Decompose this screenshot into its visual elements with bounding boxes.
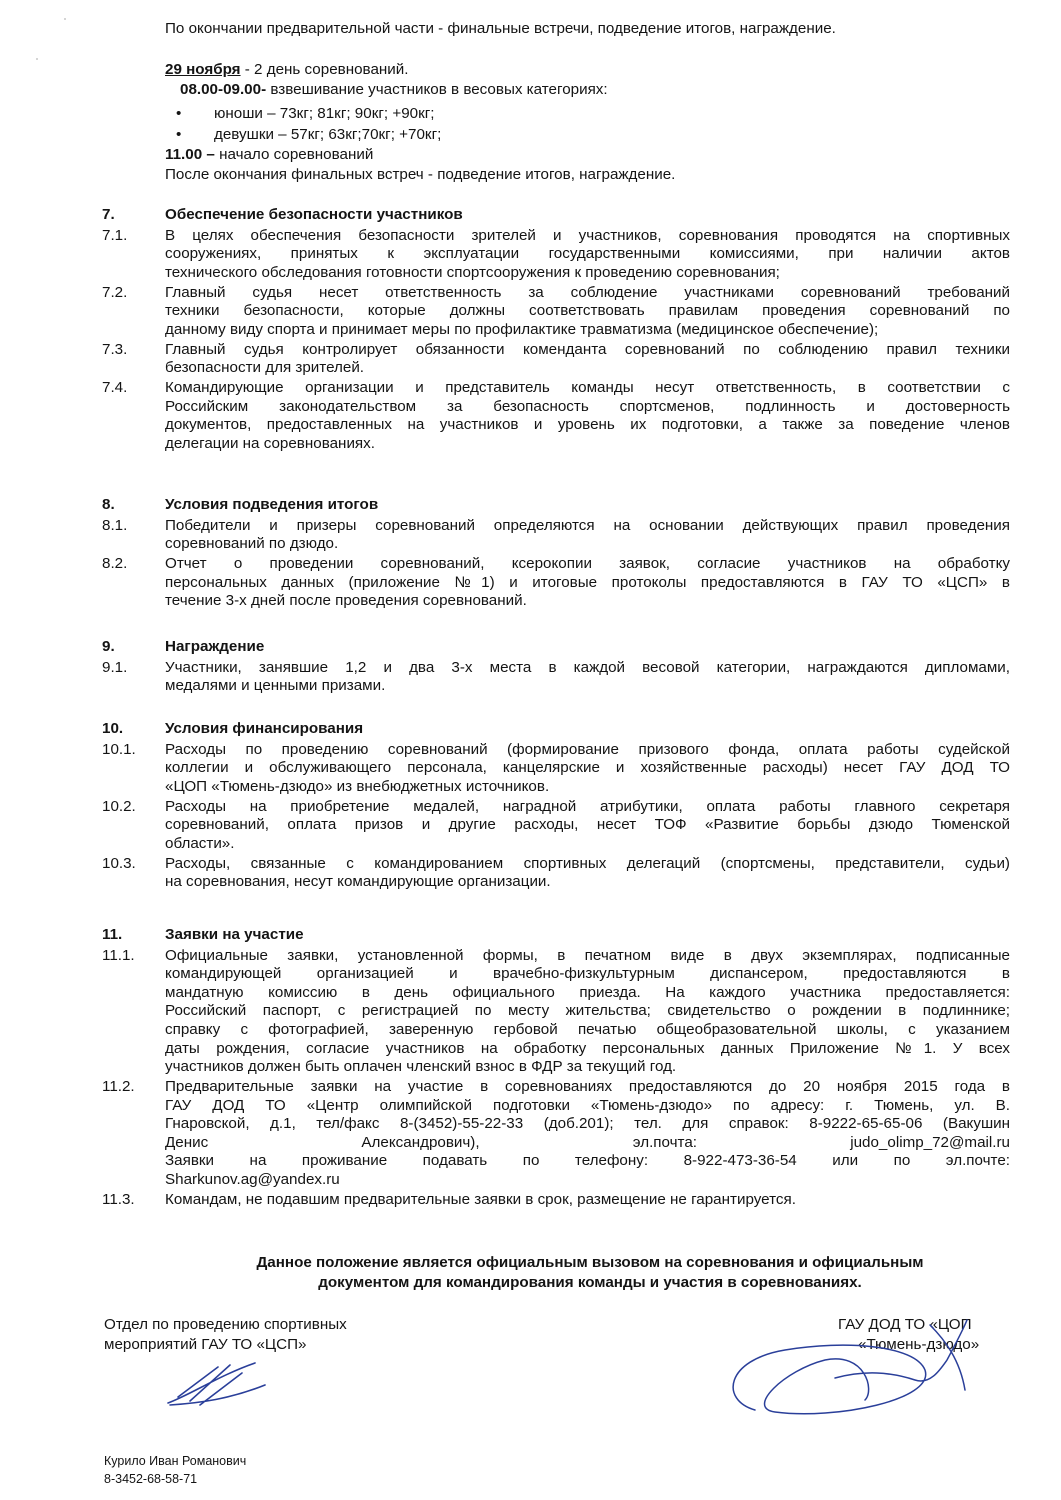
item-text [165, 1191, 1010, 1210]
item-text [165, 741, 1010, 797]
text-line: персональных данных (приложение №1) и итоговые протоколы предоставляются в ГАУ ТО «ЦСП» в [165, 573, 1010, 591]
text-line: Командирующие организации и представитель команды несут ответственность, в соответствии с [165, 379, 1010, 396]
item-number: 8.1. [102, 516, 128, 534]
text-line: документов, предоставленных на участников и уровень их подготовки, а также за поведение членов [165, 416, 1010, 434]
after-final-line: После окончания финальных встреч - подведение итогов, награждение. [165, 166, 676, 183]
text-line: данному виду спорта и принимает меры по профилактике травматизма (медицинское обеспечение); [165, 320, 879, 338]
text-line: Участники, занявшие 1,2 и два 3-х места в каждой весовой категории, награждаются дипломами, [165, 658, 1010, 676]
section-number: 8. [102, 496, 115, 513]
right-org-line: «Тюмень-дзюдо» [858, 1336, 980, 1353]
bullet-marker: • [176, 105, 182, 122]
item-number: 11.2. [102, 1078, 135, 1095]
right-signature [715, 1300, 985, 1430]
text-line: соревнований по дзюдо. [165, 535, 339, 553]
item-text [165, 855, 1010, 892]
section-title: Условия подведения итогов [165, 496, 379, 513]
item-number: 7.4. [102, 379, 128, 396]
section-title: Заявки на участие [165, 926, 304, 943]
item-number: 10.2. [102, 797, 136, 815]
text-line: сооружениях, принятых к эксплуатации государственными комиссиями, при наличии актов [165, 245, 1010, 263]
item-number: 7.1. [102, 226, 128, 244]
text-line: Победители и призеры соревнований определяются на основании действующих правил проведения [165, 516, 1010, 534]
text-line: Главный судья несет ответственность за соблюдение участниками соревнований требований [165, 283, 1010, 301]
schedule-intro: По окончании предварительной части - финальные встречи, подведение итогов, награждение. [165, 20, 836, 37]
section-number: 9. [102, 638, 115, 655]
scan-speck [64, 18, 66, 20]
closing-line: Данное положение является официальным вызовом на соревнования и официальным [256, 1254, 924, 1271]
text-line: Главный судья контролирует обязанности коменданта соревнований по соблюдению правил техники [165, 340, 1010, 358]
text-line: Расходы по проведению соревнований (формирование призового фонда, оплата работы судейской [165, 740, 1010, 758]
item-text [165, 555, 1010, 611]
item-number: 8.2. [102, 555, 128, 572]
left-org-line: Отдел по проведению спортивных [104, 1316, 347, 1333]
text-line: Гнаровской, д.1, тел/факс 8-(3452)-55-22-33 (доб.201); тел. для справок: 8-9222-65-65-06 (Вакушин [165, 1115, 1010, 1133]
item-number: 11.3. [102, 1190, 135, 1208]
bullet-marker: • [176, 126, 182, 143]
bullet-item: девушки – 57кг; 63кг;70кг; +70кг; [214, 126, 442, 143]
text-line: Отчет о проведении соревнований, ксерокопии заявок, согласие участников на обработку [165, 555, 1010, 572]
section-title: Обеспечение безопасности участников [165, 206, 463, 223]
item-number: 7.3. [102, 340, 128, 358]
text-line: мандатную комиссию в день официального приезда. На каждого участника предоставляется: [165, 983, 1010, 1001]
item-text [165, 1078, 1010, 1190]
right-org-line: ГАУ ДОД ТО «ЦОП [838, 1316, 972, 1333]
text-line: Командам, не подавшим предварительные заявки в срок, размещение не гарантируется. [165, 1190, 796, 1208]
item-text [165, 284, 1010, 340]
item-text [165, 659, 1010, 696]
text-line: соревнований, оплата призов и другие расходы, несет ТОФ «Развитие борьбы дзюдо Тюменской [165, 816, 1010, 834]
closing-line: документом для командирования команды и участия в соревнованиях. [318, 1274, 862, 1291]
weigh-text: взвешивание участников в весовых категориях: [266, 81, 608, 98]
text-line: области». [165, 834, 235, 852]
item-text [165, 517, 1010, 554]
text-line: безопасности для зрителей. [165, 359, 365, 377]
weigh-time: 08.00-09.00- [180, 81, 267, 98]
text-line: Официальные заявки, установленной формы, в печатном виде в двух экземплярах, подписанные [165, 946, 1010, 964]
text-line: Sharkunov.ag@yandex.ru [165, 1170, 340, 1188]
text-line: В целях обеспечения безопасности зрителей и участников, соревнования проводятся на спортивных [165, 226, 1010, 244]
start-line [165, 146, 373, 164]
day2-line [165, 61, 408, 79]
left-org-line: мероприятий ГАУ ТО «ЦСП» [104, 1336, 307, 1353]
contact-phone: 8-3452-68-58-71 [104, 1472, 198, 1486]
item-text [165, 379, 1010, 453]
text-line: течение 3-х дней после проведения соревнований. [165, 592, 527, 610]
text-line: Российским законодательством за безопасность спортсменов, подлинность и достоверность [165, 397, 1010, 415]
item-text [165, 798, 1010, 854]
text-line: коллегии и обслуживающего персонала, канцелярские и хозяйственные расходы) несет ГАУ ДОД ТО [165, 759, 1010, 777]
item-text [165, 227, 1010, 283]
text-line: командирующей организацией и врачебно-физкультурным диспансером, предоставляются в [165, 965, 1010, 983]
section-title: Награждение [165, 638, 265, 655]
section-number: 10. [102, 720, 124, 737]
text-line: техники безопасности, которые должны соответствовать правилам проведения соревнований по [165, 302, 1010, 320]
text-line: технического обследования готовности спортсооружения к проведению соревнования; [165, 263, 780, 281]
text-line: справку с фотографией, заверенную гербовой печатью общеобразовательной школы, с указанием [165, 1020, 1010, 1038]
weigh-line [180, 81, 608, 99]
start-text: начало соревнований [214, 146, 374, 163]
left-signature [160, 1355, 270, 1415]
text-line: Расходы, связанные с командированием спортивных делегаций (спортсмены, представители, судьи) [165, 854, 1010, 872]
text-line: участников должен быть оплачен членский взнос в ФДР за текущий год. [165, 1058, 677, 1076]
section-number: 11. [102, 926, 123, 943]
scan-speck [36, 58, 38, 60]
item-text [165, 341, 1010, 378]
bullet-item: юноши – 73кг; 81кг; 90кг; +90кг; [214, 105, 435, 122]
text-line: Заявки на проживание подавать по телефону: 8-922-473-36-54 или по эл.почте: [165, 1152, 1010, 1170]
item-number: 9.1. [102, 658, 128, 676]
text-line: медалями и ценными призами. [165, 677, 386, 695]
day2-date: 29 ноября [165, 61, 241, 78]
section-number: 7. [102, 206, 115, 223]
text-line: «ЦОП «Тюмень-дзюдо» из внебюджетных источников. [165, 777, 550, 795]
text-line: на соревнования, несут командирующие организации. [165, 873, 551, 891]
text-line: Расходы на приобретение медалей, наградной атрибутики, оплата работы главного секретаря [165, 797, 1010, 815]
item-number: 7.2. [102, 283, 128, 301]
start-time: 11.00 – [165, 146, 215, 163]
text-line: Российский паспорт, с регистрацией по месту жительства; свидетельство о рождении в подлиннике; [165, 1002, 1010, 1020]
text-line: даты рождения, согласие участников на обработку персональных данных Приложение №1. У всех [165, 1039, 1010, 1057]
day2-rest: - 2 день соревнований. [240, 61, 409, 78]
item-number: 10.1. [102, 740, 136, 758]
item-text [165, 947, 1010, 1077]
contact-name: Курило Иван Романович [104, 1454, 247, 1468]
text-line: ГАУ ДОД ТО «Центр олимпийской подготовки «Тюмень-дзюдо» по адресу: г. Тюмень, ул. В. [165, 1096, 1010, 1114]
item-number: 10.3. [102, 854, 136, 872]
text-line: делегации на соревнованиях. [165, 434, 375, 452]
text-line: Денис Александрович), эл.почта: judo_olimp_72@mail.ru [165, 1133, 1010, 1151]
section-title: Условия финансирования [165, 720, 364, 737]
text-line: Предварительные заявки на участие в соревнованиях предоставляются до 20 ноября 2015 года в [165, 1078, 1010, 1095]
item-number: 11.1. [102, 946, 135, 964]
